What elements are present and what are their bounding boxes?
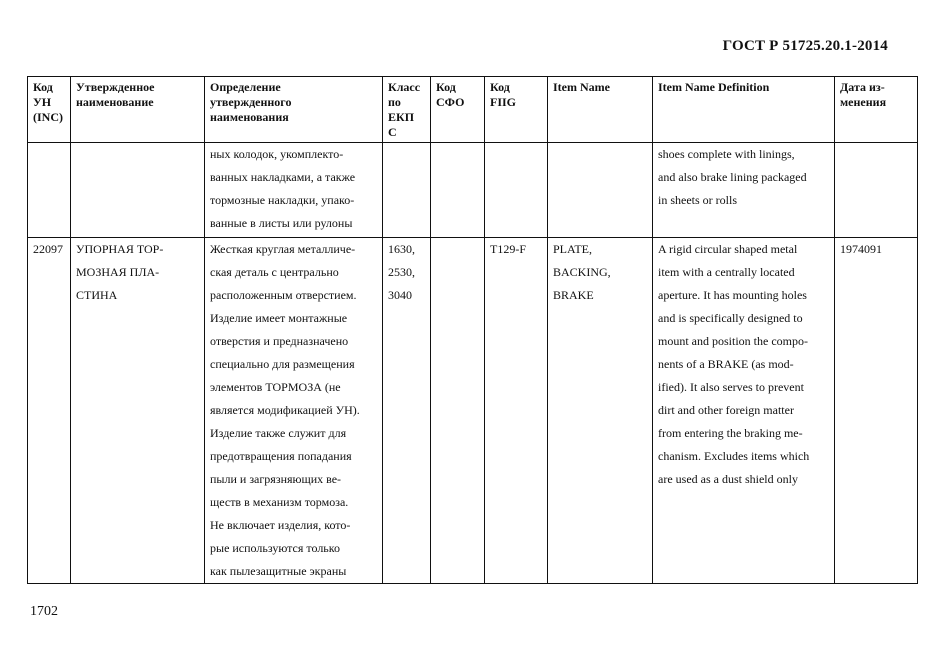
header-row: [28, 77, 918, 143]
header-class-ekps: Класс по ЕКП С: [383, 77, 431, 143]
cont-sfo-cell: [431, 143, 485, 238]
cont-item-name-cell: [548, 143, 653, 238]
definition-ru-cell: Жесткая круглая металличе- ская деталь с центрально расположенным отверстием. Изделие имеет монтажные отверстия и предназначено специально для размещения элементов ТОРМОЗА (не является модификацией УН). Изделие также служит для предотвращения попадания пыли и загрязняющих ве- ществ в механизм тормоза. Не включает изделия, кото- рые используются только как пылезащитные экраны: [205, 238, 383, 584]
fiig-code-cell: T129-F: [485, 238, 548, 584]
header-change-date: Дата из- менения: [835, 77, 918, 143]
header-sfo-code: Код СФО: [431, 77, 485, 143]
table-row: [28, 238, 918, 584]
definition-en-cell: A rigid circular shaped metal item with a centrally located aperture. It has mounting holes and is specifically designed to mount and position the compo- nents of a BRAKE (as mod- ified). It also serves to prevent dirt and other foreign matter from entering the braking me- chanism. Excludes items which are used as a dust shield only: [653, 238, 835, 584]
sfo-code-cell: [431, 238, 485, 584]
change-date-cell: 1974091: [835, 238, 918, 584]
standard-designation: ГОСТ Р 51725.20.1-2014: [722, 38, 888, 54]
continuation-row: [28, 143, 918, 238]
inc-code-cell: 22097: [28, 238, 71, 584]
class-ekps-cell: 1630, 2530, 3040: [383, 238, 431, 584]
cont-fiig-cell: [485, 143, 548, 238]
header-item-name: Item Name: [548, 77, 653, 143]
header-item-name-definition: Item Name Definition: [653, 77, 835, 143]
item-name-cell: PLATE, BACKING, BRAKE: [548, 238, 653, 584]
cont-class-cell: [383, 143, 431, 238]
header-name-definition-ru: Определение утвержденного наименования: [205, 77, 383, 143]
cont-definition-ru-cell: ных колодок, укомплекто- ванных накладками, а также тормозные накладки, упако- ванные в листы или рулоны: [205, 143, 383, 238]
header-inc-code: Код УН (INC): [28, 77, 71, 143]
approved-name-cell: УПОРНАЯ ТОР- МОЗНАЯ ПЛА- СТИНА: [71, 238, 205, 584]
cont-definition-en-cell: shoes complete with linings, and also brake lining packaged in sheets or rolls: [653, 143, 835, 238]
page-number: 1702: [30, 604, 58, 619]
cont-code-cell: [28, 143, 71, 238]
header-fiig-code: Код FIIG: [485, 77, 548, 143]
header-approved-name: Утвержденное наименование: [71, 77, 205, 143]
cont-date-cell: [835, 143, 918, 238]
cont-name-cell: [71, 143, 205, 238]
nomenclature-table: [27, 76, 918, 584]
